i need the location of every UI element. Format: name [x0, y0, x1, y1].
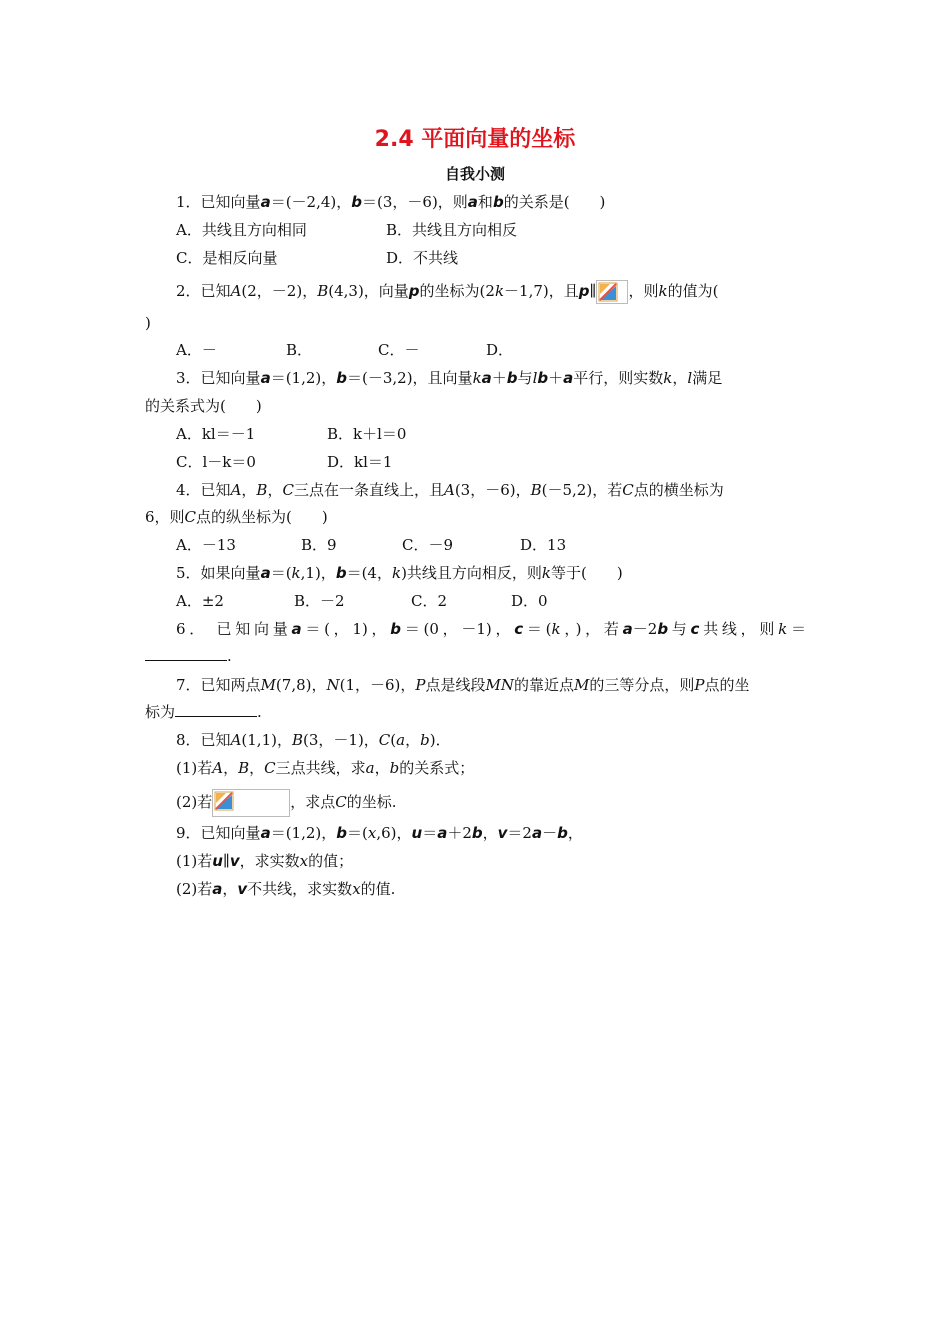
option-d: D． [486, 341, 514, 359]
question-3: 3．已知向量a＝(1,2)，b＝(－3,2)，且向量ka＋b与lb＋a平行，则实数k，l满足 [176, 369, 723, 387]
question-3-continuation: 的关系式为( ) [145, 397, 262, 415]
answer-blank [175, 702, 257, 717]
option-c: C．2 [411, 592, 448, 610]
answer-blank [145, 646, 227, 661]
question-1: 1．已知向量a＝(－2,4)，b＝(3，－6)，则a和b的关系是( ) [176, 193, 606, 211]
question-5: 5．如果向量a＝(k,1)，b＝(4，k)共线且方向相反，则k等于( ) [176, 564, 623, 582]
option-b: B．k＋l＝0 [327, 425, 407, 443]
option-c: C．－ [378, 341, 420, 359]
question-9-part-2: (2)若a，v不共线，求实数x的值. [176, 880, 396, 898]
option-c: C．－9 [402, 536, 454, 554]
broken-image-icon [212, 789, 290, 817]
option-a: A．±2 [176, 592, 224, 610]
question-7: 7．已知两点M(7,8)，N(1，－6)，P点是线段MN的靠近点M的三等分点，则P点的坐 [176, 676, 750, 694]
option-c: C．l－k＝0 [176, 453, 256, 471]
option-b: B．9 [301, 536, 337, 554]
question-2-continuation: ) [145, 314, 151, 332]
option-d: D．0 [511, 592, 548, 610]
option-c: C．是相反向量 [176, 249, 278, 267]
option-b: B．共线且方向相反 [386, 221, 518, 239]
question-4-continuation: 6，则C点的纵坐标为( ) [145, 508, 328, 526]
question-8-part-2: (2)若 ，求点C的坐标. [176, 789, 397, 817]
section-subtitle: 自我小测 [444, 165, 505, 183]
question-8-part-1: (1)若A，B，C三点共线，求a，b的关系式； [176, 759, 475, 777]
option-d: D．13 [520, 536, 567, 554]
question-8: 8．已知A(1,1)，B(3，－1)，C(a，b)． [176, 731, 451, 749]
option-b: B． [286, 341, 313, 359]
question-7-answer-line: 标为 . [145, 703, 262, 721]
option-a: A．共线且方向相同 [176, 221, 307, 239]
question-9-part-1: (1)若u∥v，求实数x的值； [176, 852, 354, 870]
option-d: D．kl＝1 [327, 453, 393, 471]
question-6: 6． 已知向量a＝(，1)，b＝(0，－1)，c＝(k，)，若a－2b与c共线，则k＝ [176, 620, 806, 638]
question-2: 2．已知A(2，－2)，B(4,3)，向量p的坐标为(2k－1,7)，且p∥ ，则k的值为( [176, 280, 718, 304]
question-9: 9．已知向量a＝(1,2)，b＝(x,6)，u＝a＋2b，v＝2a－b， [176, 824, 583, 842]
question-4: 4．已知A，B，C三点在一条直线上，且A(3，－6)，B(－5,2)，若C点的横坐标为 [176, 481, 724, 499]
broken-image-icon [596, 280, 628, 304]
option-a: A．kl＝－1 [176, 425, 256, 443]
page-title: 2.4 平面向量的坐标 [374, 127, 576, 152]
option-a: A．－13 [176, 536, 236, 554]
option-b: B．－2 [294, 592, 345, 610]
question-6-answer-line: . [145, 646, 232, 666]
option-d: D．不共线 [386, 249, 459, 267]
option-a: A．－ [176, 341, 217, 359]
